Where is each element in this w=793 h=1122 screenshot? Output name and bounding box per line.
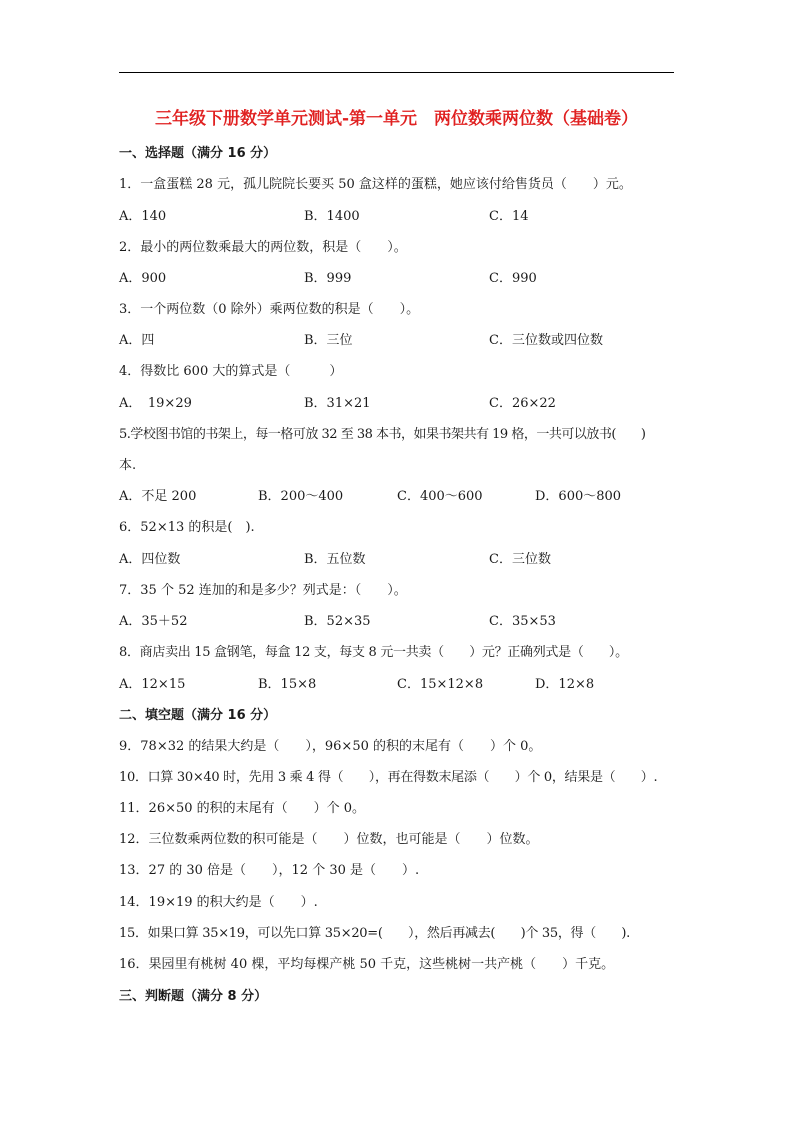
q8-option-a: A．12×15	[119, 677, 186, 692]
q1-option-a: A．140	[119, 209, 167, 224]
q6-option-a: A．四位数	[119, 552, 181, 567]
section-heading-judge: 三、判断题（满分 8 分）	[119, 989, 268, 1004]
q7-option-a: A．35＋52	[119, 614, 188, 629]
q4-option-b: B．31×21	[304, 396, 371, 411]
q8-option-b: B．15×8	[258, 677, 317, 692]
q3-option-a: A．四	[119, 333, 155, 348]
question-7: 7．35 个 52 连加的和是多少？列式是：（ ）。	[119, 583, 407, 598]
q2-option-c: C．990	[489, 271, 537, 286]
q1-option-b: B．1400	[304, 209, 360, 224]
q3-option-b: B．三位	[304, 333, 353, 348]
question-6: 6．52×13 的积是( ).	[119, 520, 255, 535]
q4-option-a: A． 19×29	[119, 396, 192, 411]
question-11: 11．26×50 的积的末尾有（ ）个 0。	[119, 801, 366, 816]
q6-option-c: C．三位数	[489, 552, 551, 567]
page-title: 三年级下册数学单元测试-第一单元 两位数乘两位数（基础卷）	[154, 109, 639, 129]
question-14: 14．19×19 的积大约是（ ）.	[119, 895, 318, 910]
q5-option-a: A．不足 200	[119, 489, 197, 504]
q5-option-b: B．200～400	[258, 489, 344, 504]
q4-option-c: C．26×22	[489, 396, 556, 411]
question-10: 10．口算 30×40 时，先用 3 乘 4 得（ ），再在得数末尾添（ ）个 0，结果是（ ）.	[119, 770, 658, 785]
question-5: 5.学校图书馆的书架上，每一格可放 32 至 38 本书，如果书架共有 19 格，一共可以放书( )	[119, 427, 646, 442]
question-12: 12．三位数乘两位数的积可能是（ ）位数，也可能是（ ）位数。	[119, 832, 539, 847]
q8-option-c: C．15×12×8	[397, 677, 484, 692]
question-16: 16．果园里有桃树 40 棵，平均每棵产桃 50 千克，这些桃树一共产桃（ ）千克。	[119, 957, 615, 972]
q7-option-c: C．35×53	[489, 614, 556, 629]
section-heading-choice: 一、选择题（满分 16 分）	[119, 146, 277, 161]
q3-option-c: C．三位数或四位数	[489, 333, 603, 348]
question-9: 9．78×32 的结果大约是（ ），96×50 的积的末尾有（ ）个 0。	[119, 739, 542, 754]
q8-option-d: D．12×8	[535, 677, 595, 692]
question-13: 13．27 的 30 倍是（ ），12 个 30 是（ ）.	[119, 863, 420, 878]
q6-option-b: B．五位数	[304, 552, 366, 567]
question-3: 3．一个两位数（0 除外）乘两位数的积是（ ）。	[119, 302, 420, 317]
section-heading-fill: 二、填空题（满分 16 分）	[119, 708, 277, 723]
question-15: 15．如果口算 35×19，可以先口算 35×20=( ），然后再减去( )个 35，得（ ).	[119, 926, 630, 941]
q5-option-c: C．400～600	[397, 489, 483, 504]
q7-option-b: B．52×35	[304, 614, 371, 629]
question-8: 8．商店卖出 15 盒钢笔，每盒 12 支，每支 8 元一共卖（ ）元？正确列式是（ ）。	[119, 645, 628, 660]
q2-option-a: A．900	[119, 271, 167, 286]
q5-option-d: D．600～800	[535, 489, 622, 504]
q2-option-b: B．999	[304, 271, 352, 286]
question-5-continued: 本.	[119, 458, 137, 473]
question-2: 2．最小的两位数乘最大的两位数，积是（ ）。	[119, 240, 407, 255]
question-4: 4．得数比 600 大的算式是（ ）	[119, 364, 343, 379]
header-rule	[119, 72, 674, 73]
q1-option-c: C．14	[489, 209, 529, 224]
question-1: 1．一盒蛋糕 28 元，孤儿院院长要买 50 盒这样的蛋糕，她应该付给售货员（ ）元。	[119, 177, 632, 192]
